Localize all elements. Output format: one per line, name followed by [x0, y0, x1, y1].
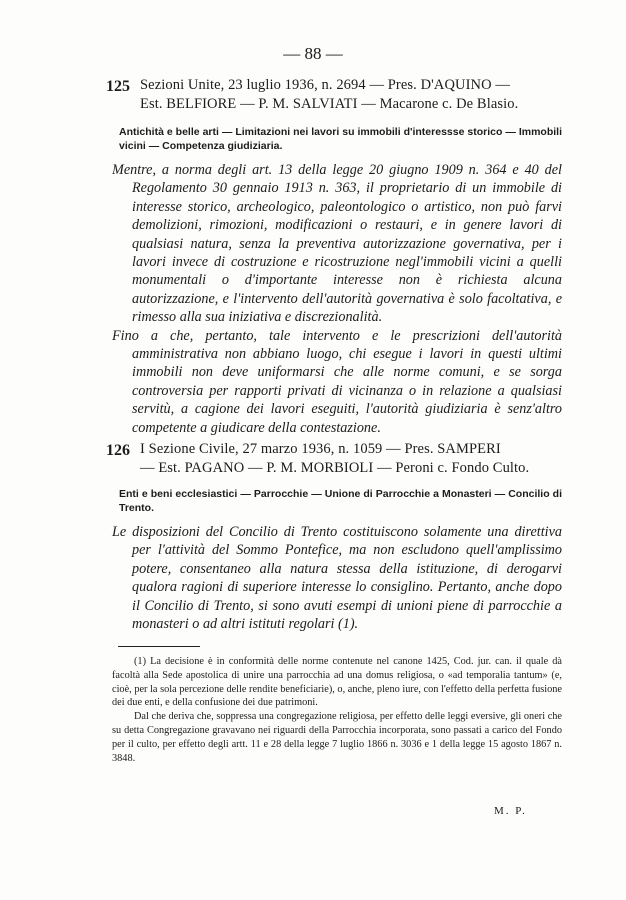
subject-headings: Enti e beni ecclesiastici — Parrocchie — Unione di Parrocchie a Monasteri — Concilio di Trento.	[119, 488, 562, 514]
caption-line: — Est. PAGANO — P. M. MORBIOLI — Peroni c. Fondo Culto.	[140, 460, 530, 476]
entry-number: 126	[106, 442, 130, 459]
maxim-text	[112, 161, 562, 437]
footnote-paragraph: (1) La decisione è in conformità delle norme contenute nel canone 1425, Cod. jur. can. il quale dà facoltà alla Sede apostolica di unire una parrocchia ad una domus religiosa, o «ad temporalia tantum» (e, cioè, per la sola percezione delle rendite beneficiarie), o, anche, pleno iure, con l'effetto della perfetta fusione dei due enti, e della confusione dei due patrimoni.	[112, 656, 562, 709]
maxim-text	[112, 523, 562, 633]
maxim-paragraph: Mentre, a norma degli art. 13 della legge 20 giugno 1909 n. 364 e 40 del Regolamento 30 gennaio 1913 n. 363, il proprietario di un immobile di interesse storico, archeologico, paleontologico o artistico, non può farvi demolizioni, rimozioni, modificazioni o restauri, e in genere lavori di qualsiasi natura, senza la preventiva autorizzazione governativa, per i lavori invece di costruzione e ricostruzione negl'immobili vicini a quelli monumentali o d'importante interesse non è richiesta alcuna autorizzazione, e l'intervento dell'autorità governativa è solo facoltativa, e rimesso alla sua iniziativa e discrezionalità.	[112, 162, 562, 326]
footnotes	[112, 655, 562, 765]
caption-line: Est. BELFIORE — P. M. SALVIATI — Macarone c. De Blasio.	[140, 96, 519, 112]
case-caption	[112, 76, 562, 114]
maxim-entry-126	[106, 440, 562, 633]
maxim-paragraph: Fino a che, pertanto, tale intervento e le prescrizioni dell'autorità amministrativa non abbiano luogo, chi esegue i lavori in questi ultimi immobili non deve uniformarsi che alle norme comuni, e se sorga controversia per rapporti privati di vicinanza o in relazione a qualsiasi servitù, a cagione dei lavori eseguiti, l'autorità giudiziaria è senz'altro competente a giudicare della contestazione.	[112, 327, 562, 436]
author-initials: M. P.	[494, 805, 527, 817]
caption-line: Sezioni Unite, 23 luglio 1936, n. 2694 — Pres. D'AQUINO —	[140, 77, 510, 93]
maxim-entry-125	[106, 76, 562, 437]
case-caption	[112, 440, 562, 478]
subject-headings: Antichità e belle arti — Limitazioni nei lavori su immobili d'interessse storico — Immobili vicini — Competenza giudiziaria.	[119, 126, 562, 152]
footnote-paragraph: Dal che deriva che, soppressa una congregazione religiosa, per effetto delle leggi eversive, gli oneri che su detta Congregazione gravavano nei riguardi della Parrocchia incorporata, sono passati a carico del Fondo per il culto, per effetto degli artt. 11 e 28 della legge 7 luglio 1866 n. 3036 e 1 della legge 15 agosto 1867 n. 3848.	[112, 711, 562, 764]
page-number: — 88 —	[283, 44, 343, 63]
caption-line: I Sezione Civile, 27 marzo 1936, n. 1059 — Pres. SAMPERI	[140, 441, 501, 457]
footnote-divider	[118, 646, 200, 647]
entry-number: 125	[106, 78, 130, 95]
maxim-paragraph: Le disposizioni del Concilio di Trento costituiscono solamente una direttiva per l'attività del Sommo Pontefice, ma non escludono quell'amplissimo potere, consentaneo alla natura stessa della istituzione, di derogarvi qualora ragioni di superiore interesse lo consiglino. Pertanto, anche dopo il Concilio di Trento, si sono avuti esempi di unioni piene di parrocchie a monasteri o ad altri istituti regolari (1).	[112, 524, 562, 633]
